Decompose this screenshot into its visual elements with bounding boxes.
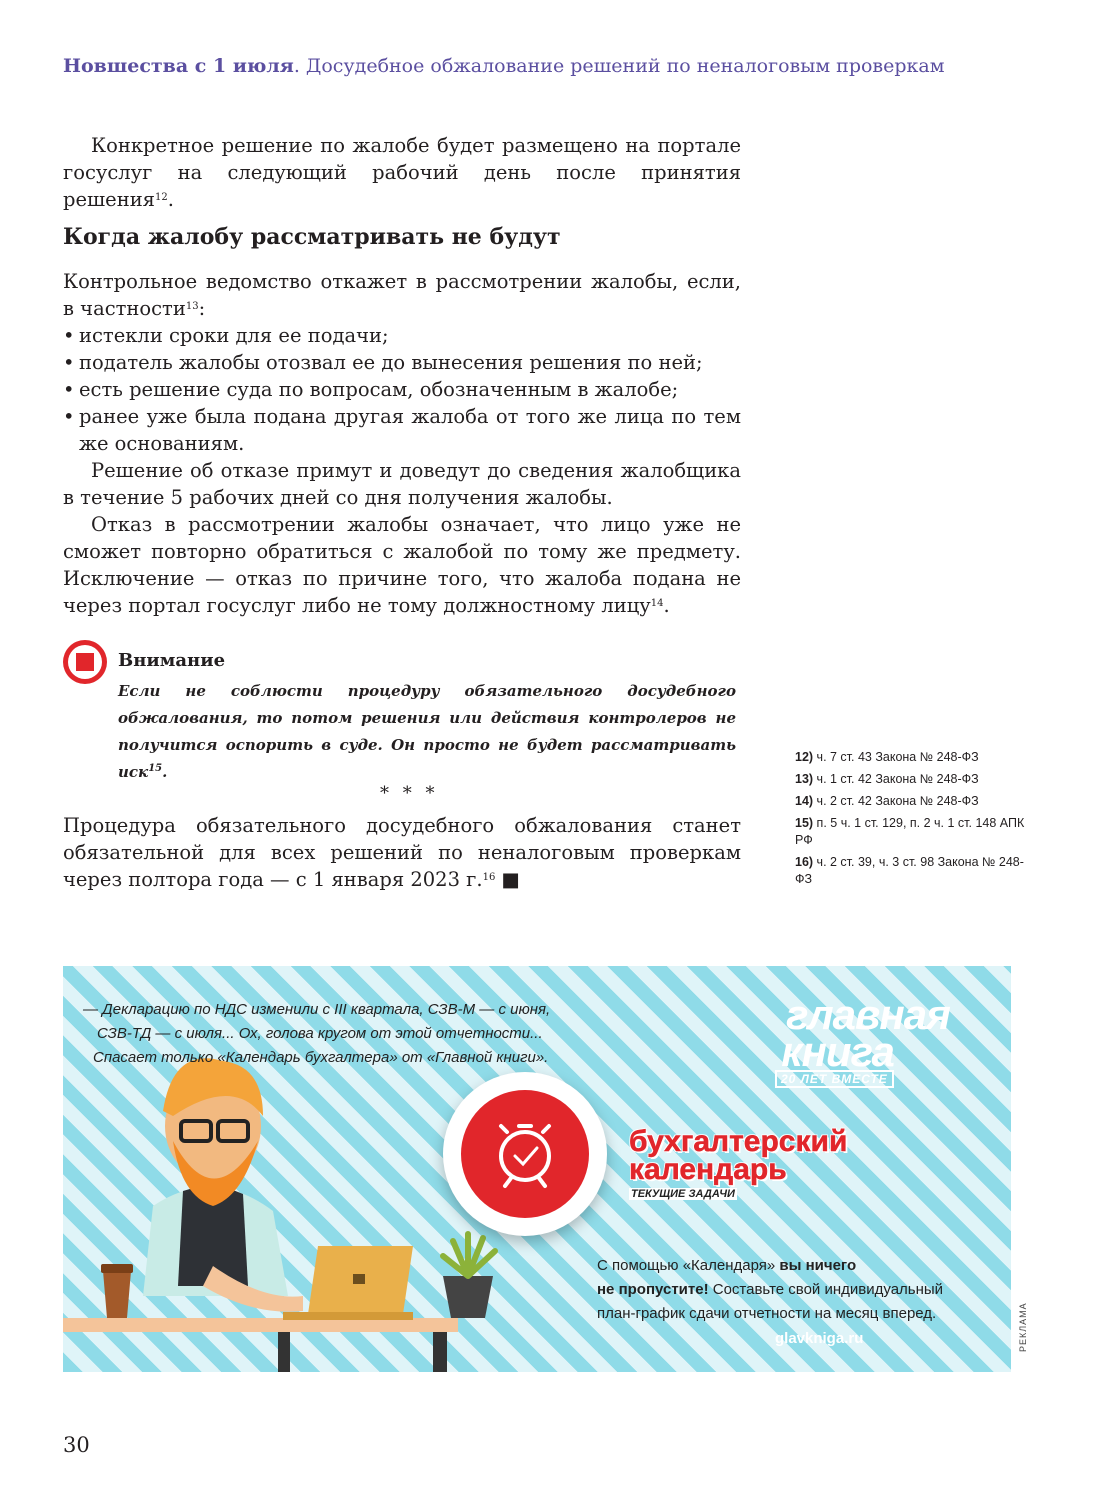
final-text: Процедура обязательного досудебного обжалования станет обязательной для всех решений по неналоговым проверкам через полтора года — с 1 января 2023 г. bbox=[63, 814, 741, 891]
stop-icon bbox=[63, 640, 107, 684]
calendar-title: бухгалтерский календарь bbox=[629, 1125, 848, 1186]
final-paragraph: Процедура обязательного досудебного обжалования станет обязательной для всех решений по неналоговым проверкам через полтора года — с 1 января 2023 г.$^{16}$ ■ bbox=[63, 814, 741, 891]
section-separator: * * * bbox=[380, 783, 439, 804]
ad-quote bbox=[83, 998, 550, 1070]
header-topic: Новшества с 1 июля bbox=[63, 55, 294, 77]
ad-quote-line: — Декларацию по НДС изменили с III квартала, СЗВ-М — с июня, bbox=[83, 1001, 551, 1018]
footnotes bbox=[795, 749, 1025, 893]
calendar-subtitle: ТЕКУЩИЕ ЗАДАЧИ bbox=[631, 1188, 735, 1200]
footnote-ref: 14 bbox=[650, 598, 664, 609]
refusal-paragraph: Решение об отказе примут и доведут до сведения жалобщика в течение 5 рабочих дней со дня получения жалобы. bbox=[63, 459, 741, 509]
alarm-clock-icon bbox=[461, 1090, 589, 1218]
ad-quote-line: Спасает только «Календарь бухгалтера» от «Главной книги». bbox=[93, 1049, 549, 1066]
footnote: 16) ч. 2 ст. 39, ч. 3 ст. 98 Закона № 248-ФЗ bbox=[795, 855, 1024, 886]
list-item: • ранее уже была подана другая жалоба от того же лица по тем же основаниям. bbox=[63, 403, 741, 457]
intro-paragraph: Конкретное решение по жалобе будет размещено на портале госуслуг на следующий рабочий день после принятия решения$^{12}$. bbox=[63, 134, 741, 211]
list-item: • податель жалобы отозвал ее до вынесения решения по ней; bbox=[63, 349, 741, 376]
ad-description: С помощью «Календаря» вы ничего не пропустите! Составьте свой индивидуальный план-график сдачи отчетности на месяц вперед. bbox=[597, 1257, 944, 1322]
warning-title: Внимание bbox=[118, 650, 226, 671]
section-body: Контрольное ведомство откажет в рассмотрении жалобы, если, в частности$^{13}$: • истекли сроки для ее подачи; • податель жалобы отозвал ее до вынесения решения по ней; • есть решение суда по вопросам, обозначенным в жалобе; • ранее уже была подана другая жалоба от того же лица по тем же основаниям. Решение об отказе примут и доведут до сведения жалобщика в течение 5 рабочих дней со дня получения жалобы. Отказ в рассмотрении жалобы означает, что лицо уже не сможет повторно обратиться с жалобой по тому же предмету. Исключение — отказ по причине того, что жалоба подана не через портал госуслуг либо не тому должностному лицу$^{14}$. bbox=[63, 268, 741, 619]
ad-quote-line: СЗВ-ТД — с июля... Ох, голова кругом от этой отчетности... bbox=[97, 1025, 543, 1042]
running-header bbox=[63, 55, 945, 77]
footnote: 12) ч. 7 ст. 43 Закона № 248-ФЗ bbox=[795, 750, 979, 764]
footnote: 13) ч. 1 ст. 42 Закона № 248-ФЗ bbox=[795, 772, 979, 786]
header-subtitle: . Досудебное обжалование решений по неналоговым проверкам bbox=[293, 55, 945, 77]
list-item: • истекли сроки для ее подачи; bbox=[63, 322, 741, 349]
advertisement-banner[interactable] bbox=[63, 966, 1011, 1372]
refusal-consequence-text: Отказ в рассмотрении жалобы означает, что лицо уже не сможет повторно обратиться с жалобой по тому же предмету. Исключение — отказ по причине того, что жалоба подана не через портал госуслуг либо не тому должностному лицу bbox=[63, 513, 741, 617]
warning-text: Если не соблюсти процедуру обязательного досудебного обжалования, то потом решения или действия контролеров не получится оспорить в суде. Он просто не будет рассматривать иск$^{15}$. bbox=[118, 682, 736, 781]
footnote: 15) п. 5 ч. 1 ст. 129, п. 2 ч. 1 ст. 148 АПК РФ bbox=[795, 816, 1025, 847]
alarm-clock-badge bbox=[443, 1072, 607, 1236]
section-heading: Когда жалобу рассматривать не будут bbox=[63, 224, 561, 250]
footnote-ref: 12 bbox=[155, 192, 168, 203]
intro-text: Конкретное решение по жалобе будет размещено на портале госуслуг на следующий рабочий день после принятия решения bbox=[63, 134, 741, 211]
footnote-ref: 16 bbox=[482, 872, 496, 883]
footnote-ref: 13 bbox=[185, 301, 199, 312]
glavnaya-kniga-logo: главная книга 20 ЛЕТ ВМЕСТЕ bbox=[775, 996, 950, 1088]
footnote-ref: 15 bbox=[148, 763, 163, 774]
section-lead: Контрольное ведомство откажет в рассмотрении жалобы, если, в частности bbox=[63, 270, 741, 320]
ad-link[interactable]: glavkniga.ru bbox=[775, 1330, 864, 1347]
reasons-list bbox=[63, 322, 741, 457]
ad-marker: РЕКЛАМА bbox=[1018, 1302, 1028, 1352]
list-item: • есть решение суда по вопросам, обозначенным в жалобе; bbox=[63, 376, 741, 403]
footnote: 14) ч. 2 ст. 42 Закона № 248-ФЗ bbox=[795, 794, 979, 808]
page-number: 30 bbox=[63, 1433, 90, 1457]
